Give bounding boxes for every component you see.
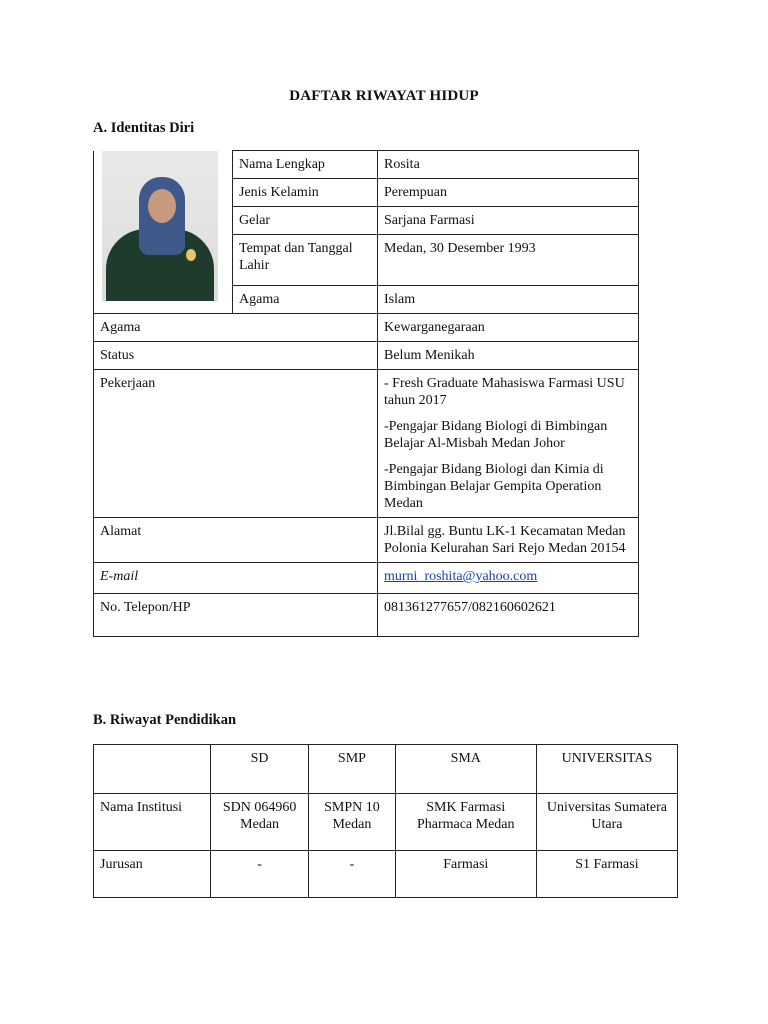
value-tempat-tanggal-lahir: Medan, 30 Desember 1993 <box>378 235 639 286</box>
label-status: Status <box>94 342 378 370</box>
table-row <box>94 851 678 898</box>
table-row <box>94 314 639 342</box>
value-alamat: Jl.Bilal gg. Buntu LK-1 Kecamatan Medan Polonia Kelurahan Sari Rejo Medan 20154 <box>378 518 639 563</box>
document-title: DAFTAR RIWAYAT HIDUP <box>289 88 479 104</box>
label-jenis-kelamin: Jenis Kelamin <box>233 179 378 207</box>
row-label-jurusan: Jurusan <box>94 851 211 898</box>
header-universitas: UNIVERSITAS <box>536 745 677 794</box>
value-nama-lengkap: Rosita <box>378 151 639 179</box>
label-tempat-tanggal-lahir: Tempat dan Tanggal Lahir <box>233 235 378 286</box>
table-row <box>94 370 639 518</box>
email-link[interactable]: murni_roshita@yahoo.com <box>384 569 538 584</box>
row-label-nama-institusi: Nama Institusi <box>94 794 211 851</box>
cell-sma-institusi: SMK Farmasi Pharmaca Medan <box>395 794 536 851</box>
table-row <box>94 342 639 370</box>
value-phone: 081361277657/082160602621 <box>378 594 639 637</box>
value-agama: Islam <box>378 286 639 314</box>
cell-smp-jurusan: - <box>309 851 395 898</box>
table-row <box>94 518 639 563</box>
value-jenis-kelamin: Perempuan <box>378 179 639 207</box>
cell-smp-institusi: SMPN 10 Medan <box>309 794 395 851</box>
pekerjaan-item: -Pengajar Bidang Biologi di Bimbingan Belajar Al-Misbah Medan Johor <box>384 419 608 451</box>
cell-sma-jurusan: Farmasi <box>395 851 536 898</box>
value-kewarganegaraan: Kewarganegaraan <box>378 314 639 342</box>
header-sma: SMA <box>395 745 536 794</box>
pekerjaan-item: -Pengajar Bidang Biologi dan Kimia di Bimbingan Belajar Gempita Operation Medan <box>384 462 604 511</box>
value-pekerjaan <box>378 370 639 518</box>
table-header-row <box>94 745 678 794</box>
cell-universitas-institusi: Universitas Sumatera Utara <box>536 794 677 851</box>
section-identity-heading: A. Identitas Diri <box>93 120 195 136</box>
value-status: Belum Menikah <box>378 342 639 370</box>
photo-cell <box>94 151 233 314</box>
cell-sd-jurusan: - <box>211 851 309 898</box>
label-agama-wide: Agama <box>94 314 378 342</box>
section-education-heading: B. Riwayat Pendidikan <box>93 712 237 728</box>
education-table <box>93 744 678 898</box>
pekerjaan-item: - Fresh Graduate Mahasiswa Farmasi USU tahun 2017 <box>384 376 625 408</box>
header-sd: SD <box>211 745 309 794</box>
table-row <box>94 563 639 594</box>
label-agama: Agama <box>233 286 378 314</box>
table-row <box>94 151 639 179</box>
value-email <box>378 563 639 594</box>
header-empty <box>94 745 211 794</box>
cell-sd-institusi: SDN 064960 Medan <box>211 794 309 851</box>
label-email: E-mail <box>94 563 378 594</box>
label-gelar: Gelar <box>233 207 378 235</box>
table-row <box>94 794 678 851</box>
profile-photo <box>102 151 218 301</box>
label-nama-lengkap: Nama Lengkap <box>233 151 378 179</box>
header-smp: SMP <box>309 745 395 794</box>
value-gelar: Sarjana Farmasi <box>378 207 639 235</box>
table-row <box>94 594 639 637</box>
cell-universitas-jurusan: S1 Farmasi <box>536 851 677 898</box>
identity-table <box>93 150 639 637</box>
label-phone: No. Telepon/HP <box>94 594 378 637</box>
label-alamat: Alamat <box>94 518 378 563</box>
label-pekerjaan: Pekerjaan <box>94 370 378 518</box>
